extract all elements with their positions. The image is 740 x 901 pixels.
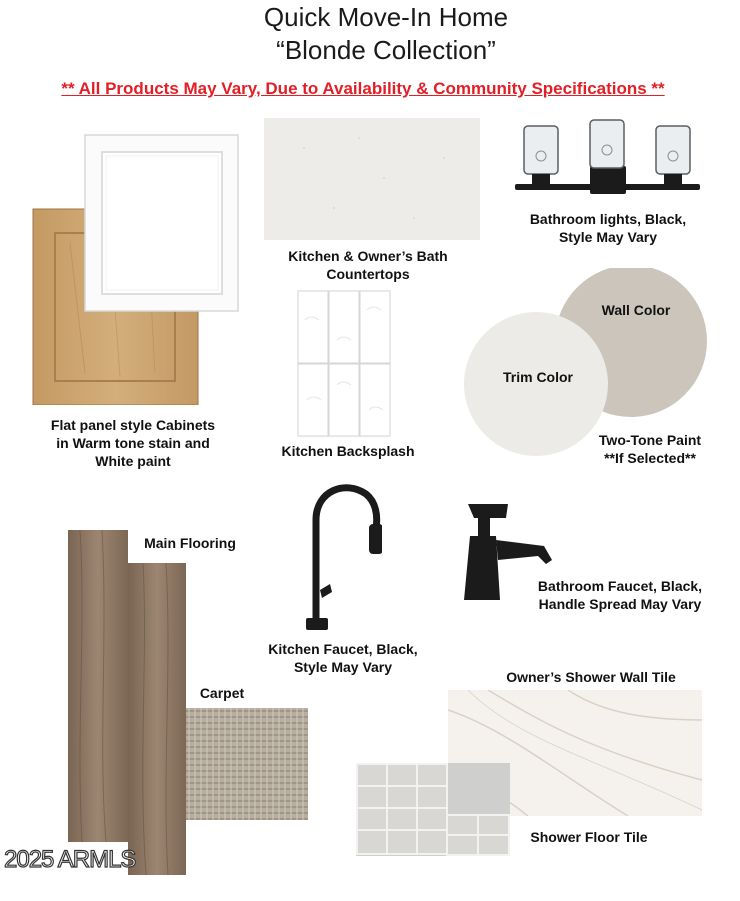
shower-wall-tile-label: Owner’s Shower Wall Tile	[506, 669, 676, 685]
cabinets-label-line3: White paint	[95, 453, 171, 469]
kitchen-faucet-image	[290, 480, 382, 630]
disclaimer-text: ** All Products May Vary, Due to Availability & Community Specifications **	[61, 79, 665, 98]
carpet-sample-image	[186, 708, 308, 820]
countertop-sample-image	[264, 118, 480, 240]
kitchen-faucet-label-line2: Style May Vary	[293, 659, 393, 675]
carpet-label: Carpet	[199, 685, 245, 701]
bathroom-light-fixture-image	[510, 118, 705, 198]
bath-lights-label-line1: Bathroom lights, Black,	[529, 211, 687, 227]
backsplash-label: Kitchen Backsplash	[281, 443, 415, 459]
backsplash-tile-image	[297, 290, 391, 438]
cabinet-samples-image	[30, 133, 240, 405]
bathroom-faucet-label-line2: Handle Spread May Vary	[538, 596, 702, 612]
shower-floor-tile-label: Shower Floor Tile	[530, 829, 648, 845]
page-title-line2: “Blonde Collection”	[276, 35, 496, 65]
page-title-line1: Quick Move-In Home	[263, 2, 509, 32]
cabinets-label-line2: in Warm tone stain and	[56, 435, 210, 451]
bath-lights-label	[500, 210, 716, 246]
countertops-label	[262, 247, 474, 283]
bathroom-faucet-label	[526, 577, 714, 613]
watermark-text: 2025 ARMLS	[4, 846, 136, 873]
paint-label	[580, 431, 720, 467]
trim-color-label: Trim Color	[502, 369, 573, 385]
wall-color-label: Wall Color	[601, 302, 671, 318]
bathroom-faucet-label-line1: Bathroom Faucet, Black,	[537, 578, 703, 594]
paint-label-line2: **If Selected**	[604, 450, 696, 466]
cabinets-label-line1: Flat panel style Cabinets	[50, 417, 216, 433]
kitchen-faucet-label	[258, 640, 428, 676]
countertops-label-line2: Countertops	[326, 266, 410, 282]
bath-lights-label-line2: Style May Vary	[558, 229, 658, 245]
main-flooring-label: Main Flooring	[144, 535, 236, 551]
main-flooring-planks-image	[68, 530, 186, 875]
kitchen-faucet-label-line1: Kitchen Faucet, Black,	[268, 641, 418, 657]
paint-label-line1: Two-Tone Paint	[598, 432, 702, 448]
cabinets-label	[28, 416, 238, 470]
paint-swatches-image	[464, 268, 710, 458]
shower-floor-tile-image	[356, 763, 510, 856]
countertops-label-line1: Kitchen & Owner’s Bath	[288, 248, 448, 264]
